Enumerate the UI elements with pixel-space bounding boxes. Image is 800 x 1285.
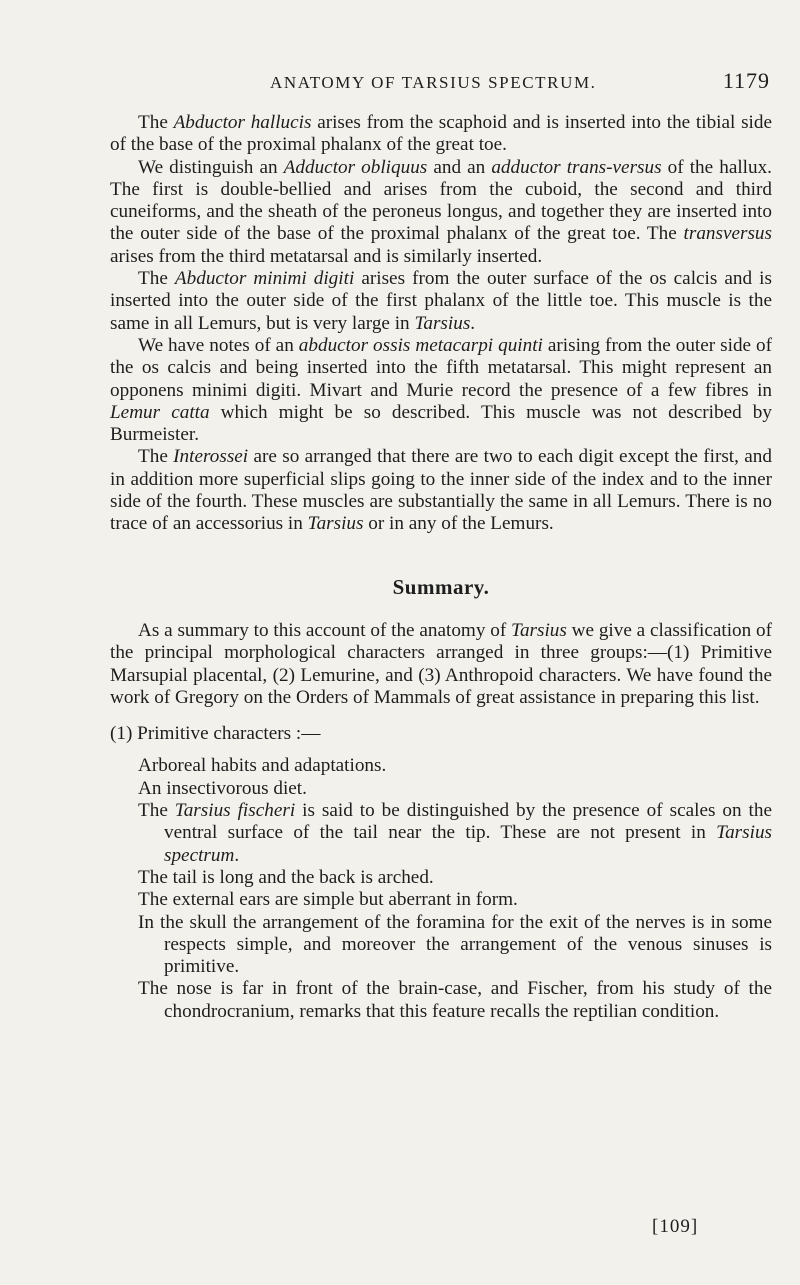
- page-header: [270, 68, 770, 94]
- body-text: [110, 112, 772, 1023]
- term-abductor-minimi-digiti: Abductor minimi digiti: [174, 268, 355, 290]
- term-adductor-obliquus: Adductor obliquus: [283, 156, 428, 178]
- term-tarsius: Tarsius: [511, 619, 567, 641]
- list-item: Arboreal habits and adaptations.: [138, 755, 387, 777]
- list-item: The nose is far in front of the brain-case, and Fischer, from his study of the chondrocranium, remarks that this feature recalls the reptilian condition.: [138, 978, 772, 1022]
- list-item: The external ears are simple but aberrant in form.: [138, 889, 518, 911]
- list-item: The Tarsius fischeri is said to be distinguished by the presence of scales on the ventral surface of the tail near the tip. These are not present in Tarsius spectrum.: [138, 800, 772, 866]
- running-head: ANATOMY OF TARSIUS SPECTRUM.: [270, 73, 597, 92]
- summary-heading: Summary.: [392, 574, 490, 599]
- paragraph-abductor-hallucis: The Abductor hallucis arises from the scaphoid and is inserted into the tibial side of the base of the proximal phalanx of the great toe.: [110, 112, 772, 156]
- term-adductor-transversus: adductor trans-versus: [491, 156, 662, 178]
- list-item: The tail is long and the back is arched.: [138, 866, 434, 888]
- term-lemur-catta: Lemur catta: [110, 401, 210, 423]
- list-item: In the skull the arrangement of the foramina for the exit of the nerves is in some respects simple, and moreover the arrangement of the venous sinuses is primitive.: [138, 911, 772, 978]
- term-tarsius-spectrum: Tarsius spectrum: [164, 822, 772, 866]
- page-number: 1179: [722, 68, 770, 93]
- term-abductor-hallucis: Abductor hallucis: [173, 112, 312, 133]
- primitive-characters-list: [110, 755, 772, 1023]
- signature-mark: [109]: [652, 1216, 699, 1237]
- paragraph-interossei: The Interossei are so arranged that there are two to each digit except the first, and in addition more superficial slips going to the inner side of the index and to the inner side of the fourth. These muscles are substantially the same in all Lemurs. There is no trace of an accessorius in Tarsius or in any of the Lemurs.: [110, 446, 772, 535]
- paragraph-adductors: We distinguish an Adductor obliquus and an adductor trans-versus of the hallux. The first is double-bellied and arises from the cuboid, the second and third cuneiforms, and the sheath of the peroneus longus, and together they are inserted into the outer side of the base of the proximal phalanx of the great toe. The transversus arises from the third metatarsal and is similarly inserted.: [110, 156, 772, 267]
- term-transversus: transversus: [683, 223, 772, 245]
- paragraph-abductor-minimi-digiti: The Abductor minimi digiti arises from the outer surface of the os calcis and is inserted into the outer side of the first phalanx of the little toe. This muscle is the same in all Lemurs, but is very large in Tarsius.: [110, 268, 772, 334]
- term-abductor-ossis-metacarpi: abductor ossis metacarpi quinti: [298, 334, 543, 356]
- group-label: (1) Primitive characters :—: [110, 723, 321, 745]
- list-item: An insectivorous diet.: [138, 777, 307, 799]
- term-interossei: Interossei: [173, 446, 249, 468]
- summary-intro: As a summary to this account of the anatomy of Tarsius we give a classification of the principal morphological characters arranged in three groups:—(1) Primitive Marsupial placental, (2) Lemurine, and (3) Anthropoid characters. We have found the work of Gregory on the Orders of Mammals of great assistance in preparing this list.: [110, 619, 772, 708]
- term-tarsius: Tarsius: [307, 513, 364, 535]
- term-tarsius: Tarsius: [414, 312, 471, 334]
- term-tarsius-fischeri: Tarsius fischeri: [174, 800, 296, 822]
- paragraph-abductor-ossis: We have notes of an abductor ossis metacarpi quinti arising from the outer side of the os calcis and being inserted into the fifth metatarsal. This might represent an opponens minimi digiti. Mivart and Murie record the presence of a few fibres in Lemur catta which might be so described. This muscle was not described by Burmeister.: [110, 334, 773, 446]
